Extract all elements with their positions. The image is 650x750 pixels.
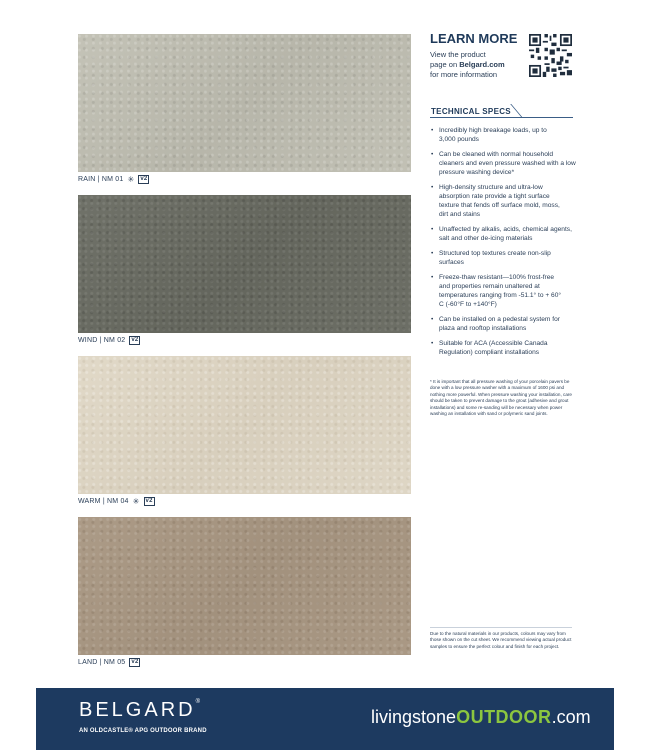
swatch-land-badge: v2 (131, 659, 139, 665)
swatch-warm-badge: v2 (145, 498, 153, 504)
technical-specs-header (430, 104, 573, 118)
spec-item: • Can be cleaned with normal household cleaners and even pressure washed with a low pressure washing device* (430, 150, 576, 177)
swatch-land-caption (78, 658, 140, 667)
learn-more-line1: View the product (430, 50, 486, 59)
swatch-rain-image (78, 34, 411, 172)
swatch-rain-label: RAIN | NM 01 (78, 176, 124, 183)
technical-specs-title: TECHNICAL SPECS (431, 107, 511, 116)
swatch-wind-label: WIND | NM 02 (78, 337, 126, 344)
site-suffix: .com (551, 707, 591, 727)
spec-item: • Suitable for ACA (Accessible Canada Regulation) compliant installations (430, 339, 566, 357)
site-prefix: livingstone (371, 707, 457, 727)
technical-specs-list (430, 126, 580, 363)
spec-item: • Can be installed on a pedestal system for plaza and rooftop installations (430, 315, 570, 333)
qr-code-icon[interactable] (529, 34, 572, 77)
swatch-land-label: LAND | NM 05 (78, 659, 126, 666)
spec-item: • Unaffected by alkalis, acids, chemical agents, salt and other de-icing materials (430, 225, 580, 243)
site-accent: OUTDOOR (456, 707, 552, 727)
colour-disclaimer: Due to the natural materials in our products, colours may vary from those shown on the cut sheet. We recommend viewing actual product samples to ensure the perfect colour and finish for each project. (430, 631, 572, 649)
spec-item: • Freeze-thaw resistant—100% frost-free and properties remain unaltered at temperatures ranging from -51.1° to + 60° C (-60°F to +140°F) (430, 273, 566, 309)
learn-more-line2-prefix: page on (430, 60, 460, 69)
learn-more-line3: for more information (430, 70, 498, 79)
learn-more-text (430, 50, 525, 80)
header-slant-divider (510, 104, 523, 118)
swatch-warm-caption (78, 497, 155, 506)
brand-registered-mark: ® (195, 699, 201, 705)
sparkle-icon: ✳ (127, 174, 135, 184)
belgard-link[interactable]: Belgard.com (459, 60, 505, 69)
swatch-rain-badge: v2 (140, 176, 148, 182)
swatch-wind-image (78, 195, 411, 333)
swatch-wind-caption (78, 336, 140, 345)
spec-item: • High-density structure and ultra-low absorption rate provide a tight surface texture that fends off surface mold, moss, dirt and stains (430, 183, 568, 219)
website-link[interactable] (371, 707, 591, 728)
disclaimer-divider (430, 627, 572, 628)
footer-banner (36, 688, 614, 750)
swatch-warm-image (78, 356, 411, 494)
swatch-warm-label: WARM | NM 04 (78, 498, 129, 505)
pressure-wash-footnote: * It is important that all pressure washing of your porcelain pavers be done with a low pressure washer with a maximum of 1600 psi and nothing more powerful. When pressure washing your installation, care should be taken to prevent damage to the grout (adhesive and grout installations) and some re-sanding will be necessary when power washing an installation with sand or polymeric sand joints. (430, 379, 572, 417)
belgard-logo[interactable] (79, 699, 200, 722)
brand-tagline: AN OLDCASTLE® APG OUTDOOR BRAND (79, 728, 207, 734)
swatch-rain-caption (78, 175, 149, 184)
header-underline (430, 117, 573, 118)
swatch-wind-badge: v2 (131, 337, 139, 343)
swatch-land-image (78, 517, 411, 655)
learn-more-title: LEARN MORE (430, 31, 518, 46)
learn-more-line2 (430, 60, 525, 70)
brand-name: BELGARD (79, 699, 196, 721)
spec-item: • Structured top textures create non-slip surfaces (430, 249, 558, 267)
sparkle-icon: ✳ (132, 496, 140, 506)
spec-item: • Incredibly high breakage loads, up to 3,000 pounds (430, 126, 548, 144)
